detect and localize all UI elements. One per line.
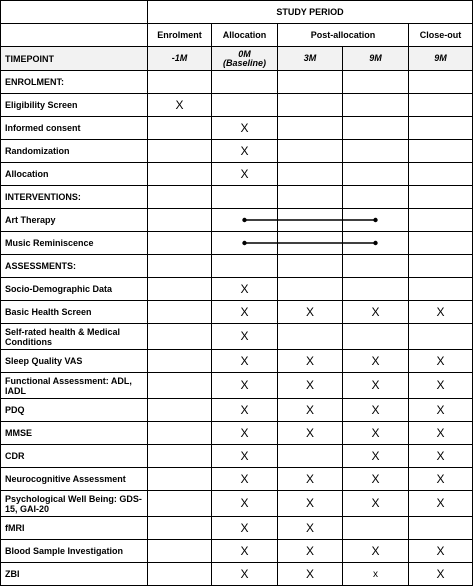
row-label: Psychological Well Being: GDS-15, GAI-20 xyxy=(1,491,148,517)
schedule-mark: x xyxy=(373,568,378,580)
schedule-mark: X xyxy=(305,567,314,581)
schedule-mark: X xyxy=(436,496,445,510)
schedule-cell xyxy=(278,350,343,373)
schedule-mark: X xyxy=(305,544,314,558)
schedule-mark: X xyxy=(240,144,249,158)
schedule-cell xyxy=(148,117,212,140)
schedule-cell xyxy=(278,232,343,255)
intervention-row xyxy=(1,232,473,255)
schedule-cell xyxy=(343,163,409,186)
schedule-row xyxy=(1,163,473,186)
schedule-mark: X xyxy=(436,426,445,440)
section-heading-interventions: INTERVENTIONS: xyxy=(1,186,148,209)
schedule-mark: X xyxy=(436,472,445,486)
schedule-mark: X xyxy=(240,329,249,343)
blank-cell xyxy=(148,255,212,278)
schedule-cell xyxy=(212,209,278,232)
schedule-cell xyxy=(278,209,343,232)
schedule-mark: X xyxy=(240,121,249,135)
timepoint-allocation xyxy=(212,47,278,71)
schedule-cell xyxy=(343,350,409,373)
blank-cell xyxy=(1,24,148,47)
schedule-cell xyxy=(212,517,278,540)
blank-cell xyxy=(343,71,409,94)
schedule-mark: X xyxy=(240,403,249,417)
schedule-cell xyxy=(409,163,473,186)
study-period-row xyxy=(1,1,473,24)
schedule-mark: X xyxy=(240,567,249,581)
schedule-cell xyxy=(409,517,473,540)
schedule-cell xyxy=(343,301,409,324)
schedule-cell xyxy=(409,278,473,301)
schedule-mark: X xyxy=(436,403,445,417)
blank-cell xyxy=(212,186,278,209)
section-heading-enrolment: ENROLMENT: xyxy=(1,71,148,94)
schedule-row xyxy=(1,373,473,399)
schedule-cell xyxy=(409,209,473,232)
schedule-mark: X xyxy=(371,426,380,440)
phase-post-allocation: Post-allocation xyxy=(278,24,409,47)
schedule-cell xyxy=(343,540,409,563)
schedule-cell xyxy=(343,117,409,140)
schedule-mark: X xyxy=(305,354,314,368)
schedule-mark: X xyxy=(240,426,249,440)
schedule-cell xyxy=(148,301,212,324)
schedule-row xyxy=(1,540,473,563)
schedule-row xyxy=(1,517,473,540)
row-label: Functional Assessment: ADL, IADL xyxy=(1,373,148,399)
schedule-cell xyxy=(278,517,343,540)
timepoint-post-a: 3M xyxy=(278,47,343,71)
schedule-cell xyxy=(212,278,278,301)
schedule-mark: X xyxy=(305,403,314,417)
intervention-row xyxy=(1,209,473,232)
timepoint-allocation-sub: (Baseline) xyxy=(222,57,266,68)
schedule-cell xyxy=(343,232,409,255)
schedule-row xyxy=(1,117,473,140)
schedule-cell xyxy=(278,324,343,350)
schedule-cell xyxy=(343,491,409,517)
schedule-cell xyxy=(278,278,343,301)
schedule-row xyxy=(1,399,473,422)
schedule-row xyxy=(1,324,473,350)
schedule-mark: X xyxy=(305,378,314,392)
timepoint-allocation-main: 0M xyxy=(238,48,251,59)
schedule-mark: X xyxy=(371,403,380,417)
schedule-cell xyxy=(148,517,212,540)
timepoint-row xyxy=(1,47,473,71)
schedule-cell xyxy=(212,324,278,350)
phase-allocation: Allocation xyxy=(212,24,278,47)
schedule-cell xyxy=(278,140,343,163)
row-label: Art Therapy xyxy=(1,209,148,232)
schedule-mark: X xyxy=(240,354,249,368)
schedule-cell xyxy=(343,94,409,117)
schedule-cell xyxy=(148,540,212,563)
schedule-cell xyxy=(148,232,212,255)
schedule-row xyxy=(1,491,473,517)
schedule-cell xyxy=(409,373,473,399)
schedule-cell xyxy=(409,324,473,350)
row-label: CDR xyxy=(1,445,148,468)
blank-cell xyxy=(148,186,212,209)
schedule-cell xyxy=(278,301,343,324)
schedule-cell xyxy=(278,94,343,117)
schedule-cell xyxy=(409,540,473,563)
row-label: Basic Health Screen xyxy=(1,301,148,324)
schedule-cell xyxy=(148,350,212,373)
blank-cell xyxy=(343,186,409,209)
schedule-cell xyxy=(212,163,278,186)
schedule-cell xyxy=(148,324,212,350)
schedule-mark: X xyxy=(436,567,445,581)
schedule-mark: X xyxy=(436,449,445,463)
schedule-cell xyxy=(409,468,473,491)
row-label: Music Reminiscence xyxy=(1,232,148,255)
schedule-mark: X xyxy=(371,472,380,486)
schedule-cell xyxy=(212,94,278,117)
schedule-row xyxy=(1,140,473,163)
schedule-mark: X xyxy=(371,378,380,392)
schedule-cell xyxy=(409,301,473,324)
schedule-mark: X xyxy=(240,472,249,486)
schedule-mark: X xyxy=(305,521,314,535)
schedule-cell xyxy=(212,301,278,324)
schedule-cell xyxy=(212,350,278,373)
schedule-mark: X xyxy=(371,354,380,368)
schedule-cell xyxy=(148,399,212,422)
schedule-cell xyxy=(212,445,278,468)
schedule-cell xyxy=(148,468,212,491)
study-period-heading: STUDY PERIOD xyxy=(148,1,473,24)
schedule-cell xyxy=(278,445,343,468)
schedule-cell xyxy=(212,540,278,563)
blank-cell xyxy=(409,71,473,94)
schedule-cell xyxy=(343,278,409,301)
schedule-cell xyxy=(278,163,343,186)
schedule-mark: X xyxy=(371,305,380,319)
blank-cell xyxy=(278,71,343,94)
schedule-row xyxy=(1,350,473,373)
phase-close-out: Close-out xyxy=(409,24,473,47)
schedule-cell xyxy=(148,445,212,468)
schedule-mark: X xyxy=(436,305,445,319)
schedule-cell xyxy=(343,324,409,350)
schedule-cell xyxy=(212,373,278,399)
row-label: Self-rated health & Medical Conditions xyxy=(1,324,148,350)
schedule-cell xyxy=(148,563,212,586)
blank-cell xyxy=(278,255,343,278)
row-label: MMSE xyxy=(1,422,148,445)
schedule-cell xyxy=(343,517,409,540)
schedule-cell xyxy=(212,563,278,586)
schedule-mark: X xyxy=(240,496,249,510)
schedule-cell xyxy=(343,140,409,163)
schedule-cell xyxy=(212,117,278,140)
schedule-cell xyxy=(148,491,212,517)
schedule-mark: X xyxy=(305,496,314,510)
schedule-row xyxy=(1,278,473,301)
phase-row xyxy=(1,24,473,47)
row-label: fMRI xyxy=(1,517,148,540)
timepoint-post-b: 9M xyxy=(343,47,409,71)
schedule-cell xyxy=(212,422,278,445)
schedule-row xyxy=(1,301,473,324)
schedule-cell xyxy=(278,422,343,445)
schedule-cell xyxy=(278,563,343,586)
schedule-cell xyxy=(278,540,343,563)
schedule-row xyxy=(1,468,473,491)
row-label: PDQ xyxy=(1,399,148,422)
schedule-cell xyxy=(409,445,473,468)
schedule-cell xyxy=(278,117,343,140)
schedule-mark: X xyxy=(436,354,445,368)
schedule-cell xyxy=(148,422,212,445)
schedule-mark: X xyxy=(305,305,314,319)
schedule-mark: X xyxy=(305,426,314,440)
blank-cell xyxy=(278,186,343,209)
blank-cell xyxy=(212,255,278,278)
section-row-enrolment xyxy=(1,71,473,94)
schedule-mark: X xyxy=(371,544,380,558)
schedule-mark: X xyxy=(240,521,249,535)
schedule-cell xyxy=(212,140,278,163)
schedule-cell xyxy=(409,232,473,255)
schedule-mark: X xyxy=(240,544,249,558)
schedule-cell xyxy=(278,373,343,399)
schedule-cell xyxy=(212,491,278,517)
schedule-mark: X xyxy=(305,472,314,486)
row-label: Blood Sample Investigation xyxy=(1,540,148,563)
schedule-mark: X xyxy=(175,98,184,112)
row-label: Informed consent xyxy=(1,117,148,140)
row-label: ZBI xyxy=(1,563,148,586)
timepoint-label: TIMEPOINT xyxy=(1,47,148,71)
schedule-cell xyxy=(343,422,409,445)
blank-cell xyxy=(1,1,148,24)
schedule-cell xyxy=(343,468,409,491)
row-label: Eligibility Screen xyxy=(1,94,148,117)
timepoint-close-out: 9M xyxy=(409,47,473,71)
schedule-mark: X xyxy=(240,378,249,392)
row-label: Randomization xyxy=(1,140,148,163)
blank-cell xyxy=(409,255,473,278)
schedule-cell xyxy=(343,563,409,586)
schedule-cell xyxy=(278,399,343,422)
schedule-cell xyxy=(148,94,212,117)
schedule-mark: X xyxy=(436,378,445,392)
phase-enrolment: Enrolment xyxy=(148,24,212,47)
schedule-cell xyxy=(409,117,473,140)
schedule-mark: X xyxy=(240,305,249,319)
schedule-cell xyxy=(343,399,409,422)
schedule-cell xyxy=(148,163,212,186)
row-label: Sleep Quality VAS xyxy=(1,350,148,373)
blank-cell xyxy=(212,71,278,94)
schedule-cell xyxy=(409,399,473,422)
schedule-row xyxy=(1,563,473,586)
schedule-cell xyxy=(409,94,473,117)
section-row-assessments xyxy=(1,255,473,278)
schedule-cell xyxy=(409,422,473,445)
schedule-mark: X xyxy=(240,449,249,463)
schedule-mark: X xyxy=(240,282,249,296)
schedule-cell xyxy=(343,373,409,399)
section-row-interventions xyxy=(1,186,473,209)
section-heading-assessments: ASSESSMENTS: xyxy=(1,255,148,278)
schedule-cell xyxy=(148,209,212,232)
schedule-row xyxy=(1,422,473,445)
schedule-cell xyxy=(148,278,212,301)
schedule-cell xyxy=(409,140,473,163)
row-label: Neurocognitive Assessment xyxy=(1,468,148,491)
schedule-cell xyxy=(409,350,473,373)
blank-cell xyxy=(148,71,212,94)
schedule-mark: X xyxy=(371,449,380,463)
schedule-cell xyxy=(212,232,278,255)
schedule-cell xyxy=(343,209,409,232)
schedule-cell xyxy=(212,468,278,491)
schedule-mark: X xyxy=(240,167,249,181)
schedule-cell xyxy=(148,373,212,399)
schedule-cell xyxy=(409,491,473,517)
schedule-cell xyxy=(148,140,212,163)
row-label: Socio-Demographic Data xyxy=(1,278,148,301)
schedule-row xyxy=(1,94,473,117)
schedule-cell xyxy=(343,445,409,468)
row-label: Allocation xyxy=(1,163,148,186)
schedule-cell xyxy=(212,399,278,422)
blank-cell xyxy=(343,255,409,278)
schedule-cell xyxy=(278,491,343,517)
timepoint-enrolment: -1M xyxy=(148,47,212,71)
schedule-mark: X xyxy=(371,496,380,510)
schedule-mark: X xyxy=(436,544,445,558)
schedule-cell xyxy=(409,563,473,586)
schedule-row xyxy=(1,445,473,468)
schedule-cell xyxy=(278,468,343,491)
blank-cell xyxy=(409,186,473,209)
